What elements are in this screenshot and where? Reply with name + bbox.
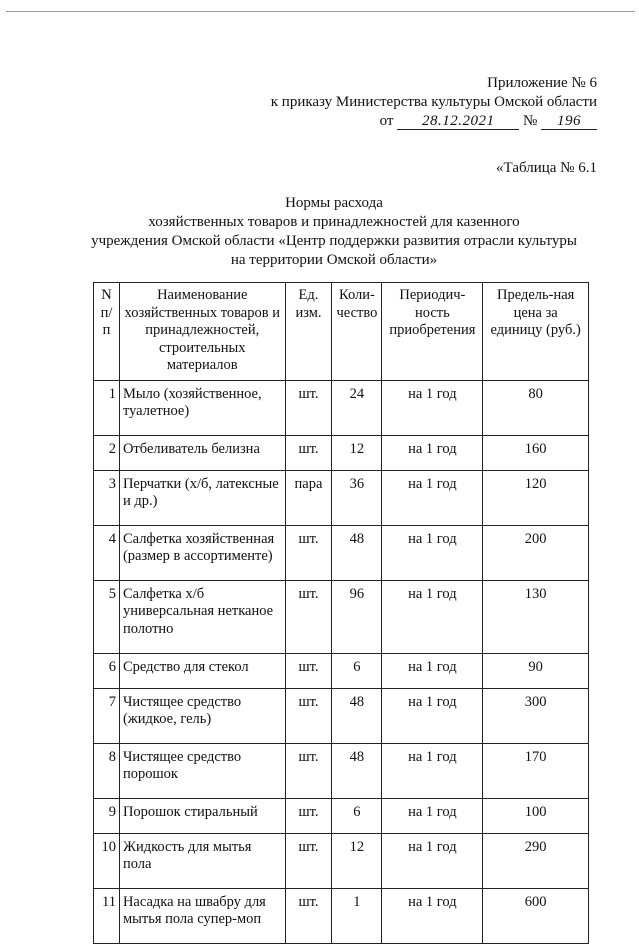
order-reference: к приказу Министерства культуры Омской области <box>270 94 597 110</box>
cell-qty: 96 <box>332 580 382 653</box>
table-row <box>94 688 589 743</box>
cell-qty: 48 <box>332 525 382 580</box>
cell-name: Порошок стиральный <box>119 798 285 833</box>
header-qty: Коли-чество <box>332 283 382 381</box>
cell-name: Мыло (хозяйственное, туалетное) <box>119 380 285 435</box>
table-row <box>94 798 589 833</box>
cell-unit: шт. <box>285 580 332 653</box>
cell-name: Чистящее средство (жидкое, гель) <box>119 688 285 743</box>
cell-qty: 48 <box>332 743 382 798</box>
table-row <box>94 888 589 943</box>
cell-unit: шт. <box>285 888 332 943</box>
appendix-title: Приложение № 6 <box>487 75 597 91</box>
cell-no: 7 <box>94 688 120 743</box>
document-title <box>80 194 588 270</box>
scan-top-border <box>6 11 635 12</box>
norms-table <box>93 282 589 944</box>
cell-no: 2 <box>94 435 120 470</box>
cell-unit: шт. <box>285 435 332 470</box>
from-label: от <box>379 113 394 129</box>
cell-price: 100 <box>483 798 589 833</box>
title-line-3: учреждения Омской области «Центр поддержки развития отрасли культуры <box>91 233 577 249</box>
title-line-2: хозяйственных товаров и принадлежностей для казенного <box>148 214 520 230</box>
table-row <box>94 580 589 653</box>
cell-qty: 24 <box>332 380 382 435</box>
cell-name: Средство для стекол <box>119 653 285 688</box>
title-line-4: на территории Омской области» <box>230 252 438 268</box>
cell-price: 290 <box>483 833 589 888</box>
cell-unit: пара <box>285 470 332 525</box>
cell-period: на 1 год <box>382 580 483 653</box>
table-header-row <box>94 283 589 381</box>
cell-period: на 1 год <box>382 525 483 580</box>
cell-no: 4 <box>94 525 120 580</box>
cell-price: 600 <box>483 888 589 943</box>
cell-no: 8 <box>94 743 120 798</box>
cell-unit: шт. <box>285 833 332 888</box>
cell-price: 200 <box>483 525 589 580</box>
cell-no: 6 <box>94 653 120 688</box>
cell-qty: 48 <box>332 688 382 743</box>
cell-qty: 12 <box>332 833 382 888</box>
cell-price: 80 <box>483 380 589 435</box>
cell-name: Салфетка х/б универсальная нетканое полотно <box>119 580 285 653</box>
cell-no: 1 <box>94 380 120 435</box>
cell-name: Перчатки (х/б, латексные и др.) <box>119 470 285 525</box>
table-row <box>94 470 589 525</box>
cell-unit: шт. <box>285 688 332 743</box>
cell-period: на 1 год <box>382 380 483 435</box>
table-row <box>94 525 589 580</box>
cell-unit: шт. <box>285 743 332 798</box>
table-row <box>94 833 589 888</box>
cell-no: 5 <box>94 580 120 653</box>
cell-qty: 12 <box>332 435 382 470</box>
cell-name: Салфетка хозяйственная (размер в ассортименте) <box>119 525 285 580</box>
header-price: Предель-ная цена за единицу (руб.) <box>483 283 589 381</box>
cell-no: 11 <box>94 888 120 943</box>
cell-name: Чистящее средство порошок <box>119 743 285 798</box>
cell-period: на 1 год <box>382 653 483 688</box>
cell-unit: шт. <box>285 653 332 688</box>
order-date-number-line <box>271 112 597 131</box>
cell-unit: шт. <box>285 380 332 435</box>
cell-period: на 1 год <box>382 798 483 833</box>
cell-price: 300 <box>483 688 589 743</box>
cell-name: Отбеливатель белизна <box>119 435 285 470</box>
number-label: № <box>522 113 538 129</box>
table-row <box>94 380 589 435</box>
cell-no: 10 <box>94 833 120 888</box>
header-period: Периодич-ность приобретения <box>382 283 483 381</box>
table-row <box>94 743 589 798</box>
header-unit: Ед. изм. <box>285 283 332 381</box>
cell-qty: 36 <box>332 470 382 525</box>
cell-price: 130 <box>483 580 589 653</box>
cell-price: 170 <box>483 743 589 798</box>
cell-name: Жидкость для мытья пола <box>119 833 285 888</box>
cell-qty: 1 <box>332 888 382 943</box>
appendix-header <box>271 74 597 131</box>
cell-period: на 1 год <box>382 833 483 888</box>
handwritten-number: 196 <box>541 114 597 130</box>
cell-price: 90 <box>483 653 589 688</box>
cell-unit: шт. <box>285 525 332 580</box>
table-reference: «Таблица № 6.1 <box>496 160 597 176</box>
cell-price: 160 <box>483 435 589 470</box>
title-line-1: Нормы расхода <box>285 195 383 211</box>
cell-price: 120 <box>483 470 589 525</box>
cell-qty: 6 <box>332 653 382 688</box>
header-name: Наименование хозяйственных товаров и принадлежностей, строительных материалов <box>119 283 285 381</box>
cell-qty: 6 <box>332 798 382 833</box>
cell-no: 9 <box>94 798 120 833</box>
cell-name: Насадка на швабру для мытья пола супер-моп <box>119 888 285 943</box>
cell-period: на 1 год <box>382 743 483 798</box>
cell-period: на 1 год <box>382 470 483 525</box>
table-row <box>94 653 589 688</box>
cell-unit: шт. <box>285 798 332 833</box>
table-row <box>94 435 589 470</box>
cell-period: на 1 год <box>382 688 483 743</box>
cell-no: 3 <box>94 470 120 525</box>
header-no: N п/п <box>94 283 120 381</box>
cell-period: на 1 год <box>382 888 483 943</box>
cell-period: на 1 год <box>382 435 483 470</box>
handwritten-date: 28.12.2021 <box>397 114 519 130</box>
